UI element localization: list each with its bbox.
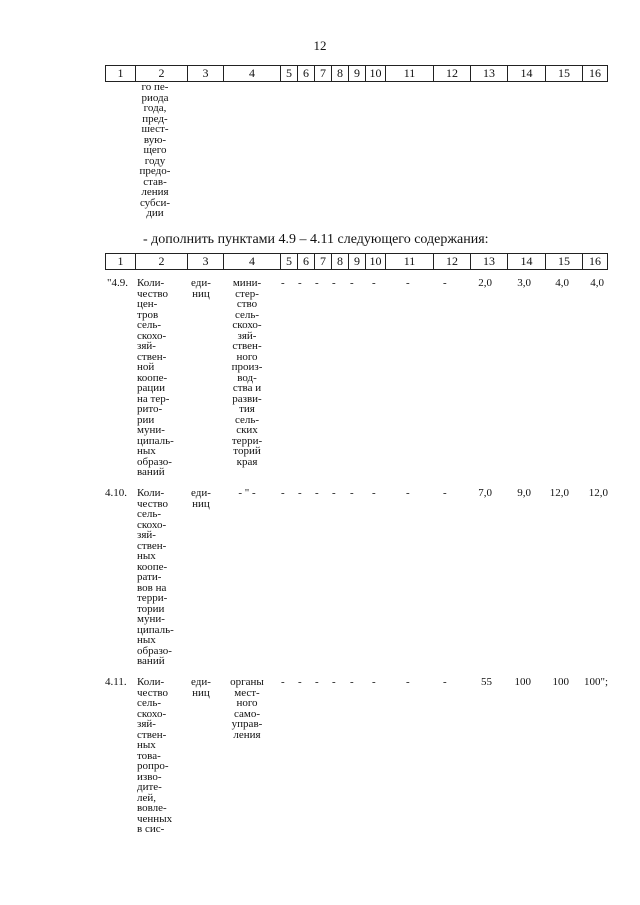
col-num: 9 xyxy=(349,66,366,82)
col-num: 3 xyxy=(188,254,224,270)
dash-8: - xyxy=(332,277,336,289)
dash-10: - xyxy=(372,676,376,688)
col-num: 12 xyxy=(434,254,471,270)
unit: еди- ниц xyxy=(191,277,211,300)
value-16: 100"; xyxy=(583,676,608,688)
col-num: 5 xyxy=(281,66,298,82)
dash-6: - xyxy=(298,277,302,289)
dash-9: - xyxy=(350,277,354,289)
value-14: 100 xyxy=(514,676,531,688)
unit: еди- ниц xyxy=(191,676,211,699)
instruction-text: - дополнить пунктами 4.9 – 4.11 следующего содержания: xyxy=(143,232,489,247)
col-num: 12 xyxy=(434,66,471,82)
col-num: 8 xyxy=(332,66,349,82)
col-num: 6 xyxy=(298,254,315,270)
col-num: 2 xyxy=(136,254,188,270)
col-num: 1 xyxy=(106,66,136,82)
col-num: 7 xyxy=(315,66,332,82)
dash-7: - xyxy=(315,277,319,289)
col-num: 4 xyxy=(224,66,281,82)
col-num: 11 xyxy=(386,254,434,270)
continued-cell-text: го пе- риода года, пред- шест- вую- щего году предо- став- ления субси- дии xyxy=(139,81,171,219)
value-16: 4,0 xyxy=(590,277,604,289)
col-num: 14 xyxy=(508,66,546,82)
unit: еди- ниц xyxy=(191,487,211,510)
col-num: 15 xyxy=(546,254,583,270)
page-number: 12 xyxy=(313,38,327,53)
dash-10: - xyxy=(372,487,376,499)
col-num: 6 xyxy=(298,66,315,82)
dash-12: - xyxy=(443,277,447,289)
indicator-name: Коли- чество сель- скохо- зяй- ствен- ных коопе- рати- вов на терри- тории муни- ципаль- ных образо- ваний xyxy=(137,487,174,667)
col-num: 3 xyxy=(188,66,224,82)
col-num: 7 xyxy=(315,254,332,270)
col-num: 10 xyxy=(366,254,386,270)
dash-7: - xyxy=(315,676,319,688)
value-15: 4,0 xyxy=(555,277,569,289)
value-13: 7,0 xyxy=(478,487,492,499)
responsible: органы мест- ного само- управ- ления xyxy=(230,676,264,741)
col-num: 15 xyxy=(546,66,583,82)
dash-12: - xyxy=(443,487,447,499)
indicator-name: Коли- чество цен- тров сель- скохо- зяй- ствен- ной коопе- рации на тер- рито- рии муни- ципаль- ных образо- ваний xyxy=(137,277,174,478)
value-14: 3,0 xyxy=(517,277,531,289)
dash-10: - xyxy=(372,277,376,289)
col-num: 16 xyxy=(583,254,608,270)
value-15: 12,0 xyxy=(549,487,569,499)
col-num: 8 xyxy=(332,254,349,270)
responsible: - " - xyxy=(238,487,256,499)
dash-5: - xyxy=(281,487,285,499)
dash-6: - xyxy=(298,676,302,688)
col-num: 14 xyxy=(508,254,546,270)
value-13: 2,0 xyxy=(478,277,492,289)
indicator-name: Коли- чество сель- скохо- зяй- ствен- ных това- ропро- изво- дите- лей, вовле- ченных в сис- xyxy=(137,676,173,835)
value-15: 100 xyxy=(552,676,569,688)
dash-8: - xyxy=(332,487,336,499)
col-num: 11 xyxy=(386,66,434,82)
col-num: 4 xyxy=(224,254,281,270)
dash-5: - xyxy=(281,277,285,289)
dash-9: - xyxy=(350,487,354,499)
value-13: 55 xyxy=(481,676,492,688)
dash-11: - xyxy=(406,487,410,499)
dash-8: - xyxy=(332,676,336,688)
responsible: мини- стер- ство сель- скохо- зяй- ствен- ного произ- вод- ства и разви- тия сель- ских терри- торий края xyxy=(231,277,263,468)
row-number: 4.11. xyxy=(105,676,127,688)
row-number: "4.9. xyxy=(107,277,128,289)
col-num: 5 xyxy=(281,254,298,270)
dash-6: - xyxy=(298,487,302,499)
dash-5: - xyxy=(281,676,285,688)
dash-11: - xyxy=(406,676,410,688)
value-16: 12,0 xyxy=(588,487,608,499)
col-num: 1 xyxy=(106,254,136,270)
dash-9: - xyxy=(350,676,354,688)
value-14: 9,0 xyxy=(517,487,531,499)
col-num: 9 xyxy=(349,254,366,270)
col-num: 10 xyxy=(366,66,386,82)
dash-11: - xyxy=(406,277,410,289)
col-num: 13 xyxy=(471,254,508,270)
column-header-row-top xyxy=(105,65,608,82)
dash-12: - xyxy=(443,676,447,688)
col-num: 2 xyxy=(136,66,188,82)
col-num: 13 xyxy=(471,66,508,82)
row-number: 4.10. xyxy=(105,487,127,499)
column-header-row-bottom xyxy=(105,253,608,270)
dash-7: - xyxy=(315,487,319,499)
col-num: 16 xyxy=(583,66,608,82)
